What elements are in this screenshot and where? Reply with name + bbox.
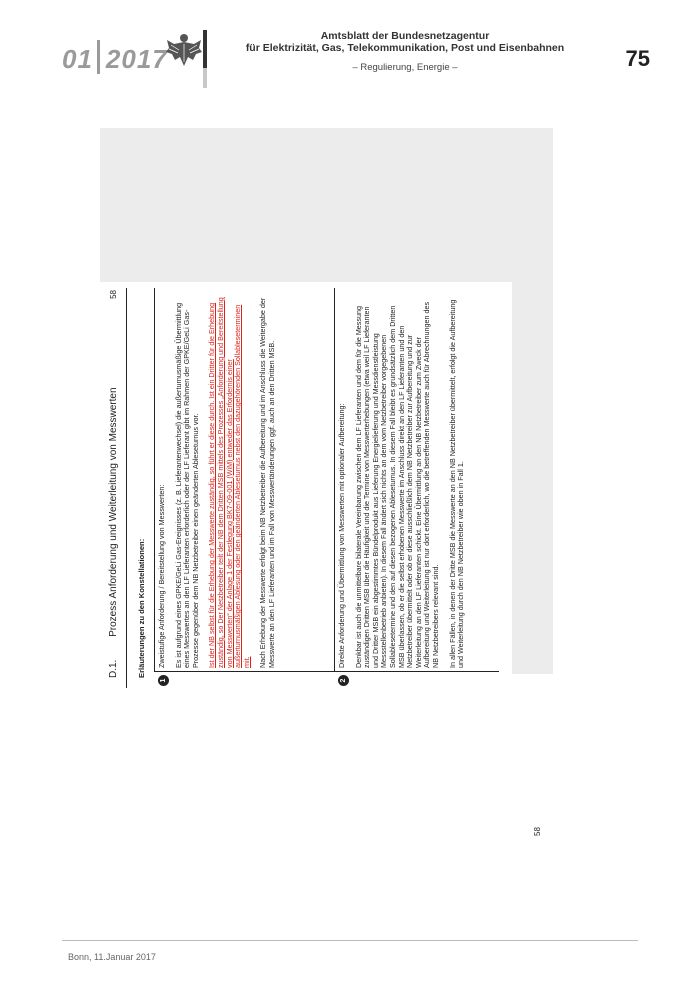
footer-date: Bonn, 11.Januar 2017 xyxy=(68,952,156,962)
section-title: Prozess Anforderung und Weiterleitung von Messwerten xyxy=(108,387,119,637)
federal-eagle-icon xyxy=(165,30,203,70)
header-divider-light xyxy=(203,68,207,88)
constellation-2-paragraph-1: Denkbar ist auch die unmittelbare bilaterale Vereinbarung zwischen dem LF Lieferanten und dem für die Messung zuständigen Dritten MSB über die Häufigkeit und die Termine von Messwerterhebungen (etwa weil LF Lieferanten und Dritter MSB ein abgestimmtes Bündelprodukt aus Lieferung Energielieferung und Messdienstleistung Messstellenbetrieb anbieten). In diesem Fall ändert sich nichts an dem vom Netzbetreiber vorgegebenen Sollablesetermine und den auf diesen bezogenen Ableseturnus. In diesem Fall bleibt es grundsätzlich dem Dritten MSB überlassen, ob er die selbst erhobenen Messwerte im Anschluss direkt an den LF Lieferanten und den Netzbetreiber übermittelt oder ob er diese ausschließlich dem NB Netzbetreiber zur Aufbereitung und zur Weiterleitung an den LF Lieferanten schickt. Eine Übermittlung an den NB Netzbetreiber zum Zweck der Aufbereitung und Weiterleitung ist nur dort erforderlich, wo die betreffenden Messwerte auch für Abrechnungen des NB Netzbetreibers relevant sind. xyxy=(353,301,440,668)
issue-number: 01 xyxy=(62,44,93,74)
title-line-2: für Elektrizität, Gas, Telekommunikation, Post und Eisenbahnen xyxy=(245,42,565,54)
constellation-1-paragraph-2: Ist der NB selbst für die Erhebung der Messwerte zuständig, so führt er diese durch. Ist ein Dritter für die Erhebung zuständig, so Der Netzbetreiber teilt der NB dem Dritten MSB mittels des Prozesses „Anforderung und Bereitstellung von Messwerten“ der Anlage 1 der Festlegung BK7-09-001 (WiM) entweder das Erfordernis einer außerturnusmäßigen Ablesung oder den geänderten Ableseturnus nebst den dazugehörenden Sollableseterminen mit. xyxy=(207,297,251,668)
issue-separator xyxy=(97,40,100,74)
constellation-1-marker: 1 xyxy=(158,675,169,686)
publication-subtitle: – Regulierung, Energie – xyxy=(352,62,458,73)
section-code: D.1. xyxy=(108,659,119,678)
rotated-document xyxy=(98,288,508,688)
footer-rule xyxy=(62,940,638,941)
constellation-1-paragraph-3: Nach Erhebung der Messwerte erfolgt beim NB Netzbetreiber die Aufbereitung und im Anschluss die Weitergabe der Messwerte an den LF Lieferanten und im Fall von Messwertänderungen ggf. auch an den Dritten MSB. xyxy=(258,297,276,668)
grey-block-right xyxy=(512,282,553,674)
title-line-1: Amtsblatt der Bundesnetzagentur xyxy=(320,30,490,42)
constellation-1-paragraph-1: Es ist aufgrund eines GPKE/GeLi Gas-Ereignisses (z. B. Lieferantenwechsel) die außerturnusmäßige Übermittlung eines Messwertes an den LF Lieferanten erforderlich oder der LF Lieferant gibt im Rahmen der GPKE/GeLi Gas-Prozesse gegenüber dem NB Netzbetreiber einen geänderten Ableseturnus vor. xyxy=(173,302,200,668)
grey-block-top xyxy=(100,128,553,282)
page-number: 75 xyxy=(625,46,650,71)
constellation-1 xyxy=(158,296,285,668)
constellation-2-marker: 2 xyxy=(338,675,349,686)
table-middle-rule xyxy=(334,288,335,672)
constellation-1-title: Zweistufige Anforderung / Bereitstellung von Messwerten: xyxy=(157,484,166,668)
section-heading xyxy=(110,387,119,678)
issue-year: 2017 xyxy=(105,44,168,74)
constellation-2-title: Direkte Anforderung und Übermittlung von Messwerten mit optionaler Aufbereitung: xyxy=(337,403,346,668)
issue-label xyxy=(62,44,168,78)
explanations-heading: Erläuterungen zu den Konstellationen: xyxy=(137,538,146,678)
section-rule xyxy=(126,288,127,688)
constellation-2 xyxy=(338,296,474,668)
table-column-rule xyxy=(154,671,499,672)
inner-page-number: 58 xyxy=(109,290,118,299)
publication-title xyxy=(210,30,600,54)
side-page-number: 58 xyxy=(533,827,542,836)
table-top-rule xyxy=(154,288,155,672)
constellation-2-paragraph-2: In allen Fällen, in denen der Dritte MSB die Messwerte an den NB Netzbetreiber übermittelt, erfolgt die Aufbereitung und Weiterleitung durch den NB Netzbetreiber wie oben in Fall 1. xyxy=(447,299,466,668)
